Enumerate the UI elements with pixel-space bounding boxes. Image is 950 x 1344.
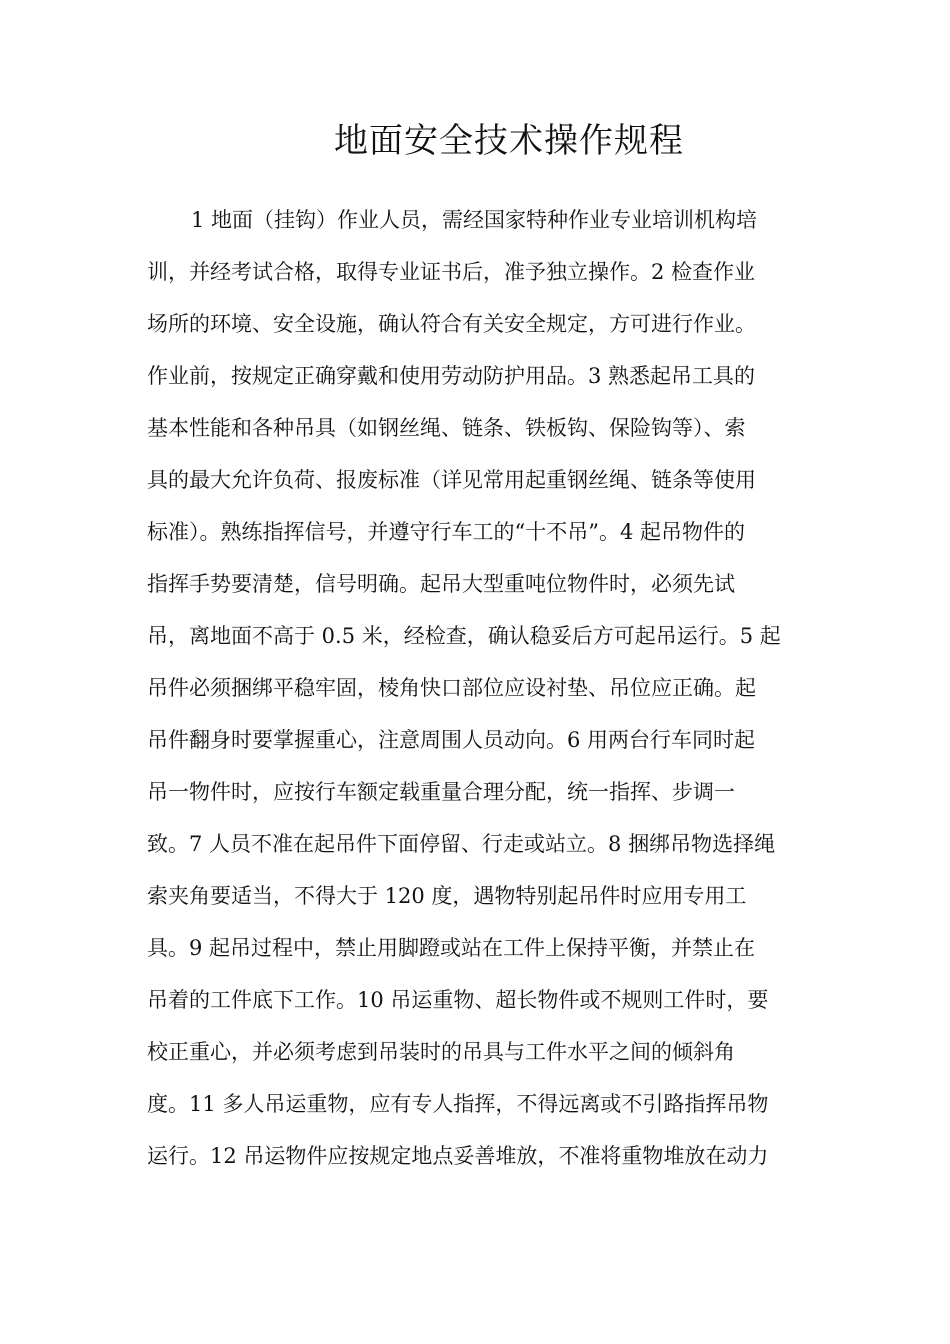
body-line: 校正重心，并必须考虑到吊装时的吊具与工件水平之间的倾斜角 xyxy=(147,1040,735,1064)
document-title: 地面安全技术操作规程 xyxy=(334,121,684,161)
body-line: 吊一物件时，应按行车额定载重量合理分配，统一指挥、步调一 xyxy=(147,780,735,804)
body-line: 吊，离地面不高于 0.5 米，经检查，确认稳妥后方可起吊运行。5 起 xyxy=(147,624,781,648)
body-line: 度。11 多人吊运重物，应有专人指挥，不得远离或不引路指挥吊物 xyxy=(147,1092,769,1116)
body-line: 运行。12 吊运物件应按规定地点妥善堆放，不准将重物堆放在动力 xyxy=(147,1144,769,1168)
body-line: 作业前，按规定正确穿戴和使用劳动防护用品。3 熟悉起吊工具的 xyxy=(147,364,756,388)
body-line: 具的最大允许负荷、报废标准（详见常用起重钢丝绳、链条等使用 xyxy=(147,468,756,492)
body-line: 吊着的工件底下工作。10 吊运重物、超长物件或不规则工件时，要 xyxy=(147,988,769,1012)
body-line: 索夹角要适当，不得大于 120 度，遇物特别起吊件时应用专用工 xyxy=(147,884,747,908)
body-line: 1 地面（挂钩）作业人员，需经国家特种作业专业培训机构培 xyxy=(191,208,758,232)
body-line: 吊件翻身时要掌握重心，注意周围人员动向。6 用两台行车同时起 xyxy=(147,728,756,752)
document-body xyxy=(147,194,807,1182)
body-line: 训，并经考试合格，取得专业证书后，准予独立操作。2 检查作业 xyxy=(147,260,756,284)
body-line: 标准）。熟练指挥信号，并遵守行车工的“十不吊”。4 起吊物件的 xyxy=(147,520,746,544)
body-line: 指挥手势要清楚，信号明确。起吊大型重吨位物件时，必须先试 xyxy=(147,572,735,596)
body-line: 吊件必须捆绑平稳牢固，棱角快口部位应设衬垫、吊位应正确。起 xyxy=(147,676,756,700)
body-line: 基本性能和各种吊具（如钢丝绳、链条、铁板钩、保险钩等）、索 xyxy=(147,416,746,440)
body-line: 场所的环境、安全设施，确认符合有关安全规定，方可进行作业。 xyxy=(147,312,756,336)
body-line: 致。7 人员不准在起吊件下面停留、行走或站立。8 捆绑吊物选择绳 xyxy=(147,832,776,856)
body-line: 具。9 起吊过程中，禁止用脚蹬或站在工件上保持平衡，并禁止在 xyxy=(147,936,756,960)
